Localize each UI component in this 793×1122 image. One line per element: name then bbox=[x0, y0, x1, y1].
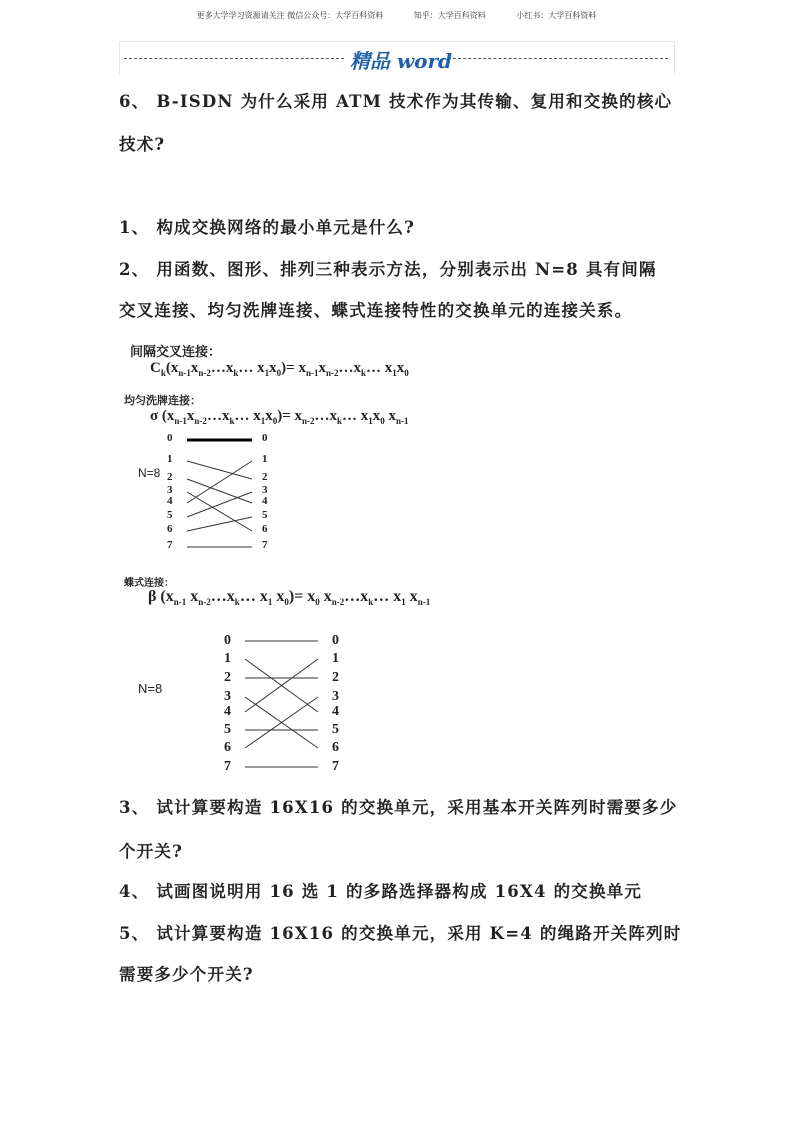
output-port-label: 5 bbox=[332, 722, 339, 737]
formula-term: … x bbox=[238, 360, 265, 376]
formula-subscript: 0 bbox=[284, 597, 289, 608]
input-port-label: 1 bbox=[167, 453, 173, 465]
formula-term: x bbox=[372, 408, 381, 424]
formula-term: x bbox=[190, 360, 199, 376]
butterfly-label: 蝶式连接： bbox=[124, 578, 174, 589]
formula-subscript: 1 bbox=[401, 597, 406, 608]
input-port-label: 1 bbox=[224, 651, 231, 666]
formula-subscript: 1 bbox=[264, 368, 270, 378]
input-port-label: 2 bbox=[167, 471, 173, 483]
output-port-label: 1 bbox=[262, 453, 268, 465]
output-port-label: 2 bbox=[332, 670, 339, 685]
formula-term: x bbox=[319, 588, 332, 605]
formula-term: x bbox=[318, 360, 326, 376]
input-port-label: 4 bbox=[224, 704, 231, 719]
formula-term: …x bbox=[344, 588, 369, 605]
formula-term: )= x bbox=[281, 360, 306, 376]
formula-subscript: n-1 bbox=[417, 597, 431, 608]
formula-term: x bbox=[265, 408, 273, 424]
formula-term: … x bbox=[373, 588, 402, 605]
formula-term: C bbox=[150, 360, 161, 376]
input-port-label: 7 bbox=[167, 539, 173, 551]
output-port-label: 3 bbox=[262, 484, 268, 496]
output-port-label: 3 bbox=[332, 689, 339, 704]
connection-line bbox=[187, 492, 252, 517]
input-port-label: 6 bbox=[167, 523, 173, 535]
formula-term: …x bbox=[314, 408, 338, 424]
formula-subscript: n-1 bbox=[173, 597, 187, 608]
formula-term: … x bbox=[239, 588, 268, 605]
formula-term: …x bbox=[210, 588, 235, 605]
formula-term: …x bbox=[210, 360, 234, 376]
formula-subscript: n-1 bbox=[174, 416, 187, 426]
formula-subscript: n-2 bbox=[302, 416, 315, 426]
formula-term: … x bbox=[342, 408, 369, 424]
connection-line bbox=[187, 461, 252, 479]
input-port-label: 3 bbox=[224, 689, 231, 704]
question-2: 2、 用函数、图形、排列三种表示方法，分别表示出 N=8 具有间隔 bbox=[119, 260, 657, 279]
butterfly-n-label: N=8 bbox=[138, 681, 163, 696]
header-item: 更多大学学习资源请关注 微信公众号：大学百科资料 bbox=[196, 11, 384, 20]
formula-term: x bbox=[269, 360, 277, 376]
output-port-label: 6 bbox=[332, 740, 339, 755]
formula-subscript: k bbox=[233, 368, 239, 378]
shuffle-label: 均匀洗牌连接： bbox=[124, 395, 201, 407]
input-port-label: 4 bbox=[167, 495, 173, 507]
connection-line bbox=[187, 479, 252, 503]
formula-term: x bbox=[405, 588, 418, 605]
question-5: 5、 试计算要构造 16X16 的交换单元，采用 K=4 的绳路开关阵列时 bbox=[119, 924, 682, 943]
formula-term: x bbox=[396, 360, 405, 376]
output-port-label: 4 bbox=[332, 704, 339, 719]
input-port-label: 7 bbox=[224, 759, 231, 774]
formula-subscript: 0 bbox=[404, 368, 409, 378]
formula-subscript: k bbox=[229, 416, 235, 426]
formula-term: …x bbox=[338, 360, 361, 376]
formula-term: …x bbox=[206, 408, 230, 424]
header-item: 小红书：大学百科资料 bbox=[516, 11, 597, 20]
formula-subscript: n-2 bbox=[194, 416, 207, 426]
question-3-cont: 个开关? bbox=[119, 842, 183, 861]
formula-term: σ (x bbox=[150, 408, 175, 424]
output-port-label: 4 bbox=[262, 495, 268, 507]
output-port-label: 7 bbox=[332, 759, 339, 774]
formula-term: x bbox=[384, 408, 397, 424]
header-item: 知乎：大学百科资料 bbox=[413, 11, 486, 20]
output-port-label: 2 bbox=[262, 471, 268, 483]
formula-term: … x bbox=[234, 408, 261, 424]
formula-term: (x bbox=[165, 360, 179, 376]
input-port-label: 0 bbox=[224, 633, 231, 648]
formula-subscript: k bbox=[160, 368, 166, 378]
question-6-cont: 技术? bbox=[119, 135, 166, 154]
formula-subscript: 0 bbox=[276, 368, 282, 378]
formula-subscript: 1 bbox=[267, 597, 273, 608]
formula-subscript: n-1 bbox=[396, 416, 409, 426]
connection-line bbox=[187, 461, 252, 503]
output-port-label: 0 bbox=[262, 432, 268, 444]
output-port-label: 1 bbox=[332, 651, 339, 666]
question-6: 6、 B-ISDN 为什么采用 ATM 技术作为其传输、复用和交换的核心 bbox=[119, 92, 673, 111]
question-5-cont: 需要多少个开关? bbox=[119, 965, 254, 984]
input-port-label: 2 bbox=[224, 670, 231, 685]
output-port-label: 6 bbox=[262, 523, 268, 535]
input-port-label: 6 bbox=[224, 740, 231, 755]
formula-subscript: 0 bbox=[272, 416, 278, 426]
formula-term: … x bbox=[366, 360, 393, 376]
input-port-label: 0 bbox=[167, 432, 173, 444]
output-port-label: 0 bbox=[332, 633, 339, 648]
formula-term: x bbox=[186, 588, 199, 605]
formula-subscript: 0 bbox=[380, 416, 385, 426]
formula-subscript: n-2 bbox=[331, 597, 345, 608]
question-1: 1、 构成交换网络的最小单元是什么? bbox=[119, 218, 415, 237]
formula-subscript: k bbox=[360, 368, 366, 378]
formula-term: x bbox=[186, 408, 195, 424]
formula-subscript: n-1 bbox=[178, 368, 191, 378]
output-port-label: 5 bbox=[262, 509, 268, 521]
formula-subscript: k bbox=[234, 597, 240, 608]
formula-term: )= x bbox=[277, 408, 302, 424]
formula-subscript: n-1 bbox=[305, 368, 319, 378]
logo: 精品 word bbox=[350, 49, 453, 73]
output-port-label: 7 bbox=[262, 539, 268, 551]
formula-term: x bbox=[272, 588, 285, 605]
connection-line bbox=[187, 517, 252, 531]
formula-term: )= x bbox=[288, 588, 316, 605]
question-2-cont: 交叉连接、均匀洗牌连接、蝶式连接特性的交换单元的连接关系。 bbox=[119, 301, 633, 320]
formula-subscript: 0 bbox=[315, 597, 320, 608]
input-port-label: 5 bbox=[167, 509, 173, 521]
formula-subscript: n-2 bbox=[325, 368, 339, 378]
formula-subscript: n-2 bbox=[198, 597, 211, 608]
question-4: 4、 试画图说明用 16 选 1 的多路选择器构成 16X4 的交换单元 bbox=[119, 882, 643, 901]
input-port-label: 3 bbox=[167, 484, 173, 496]
formula-subscript: k bbox=[337, 416, 343, 426]
question-3: 3、 试计算要构造 16X16 的交换单元，采用基本开关阵列时需要多少 bbox=[119, 798, 678, 817]
connection-line bbox=[187, 492, 252, 531]
formula-subscript: 1 bbox=[260, 416, 266, 426]
shuffle-n-label: N=8 bbox=[138, 466, 161, 480]
crossover-label: 间隔交叉连接： bbox=[130, 344, 222, 359]
formula-subscript: n-2 bbox=[198, 368, 211, 378]
formula-subscript: 1 bbox=[368, 416, 373, 426]
formula-term: β (x bbox=[148, 588, 174, 605]
input-port-label: 5 bbox=[224, 722, 231, 737]
formula-subscript: k bbox=[368, 597, 374, 608]
formula-subscript: 1 bbox=[392, 368, 397, 378]
